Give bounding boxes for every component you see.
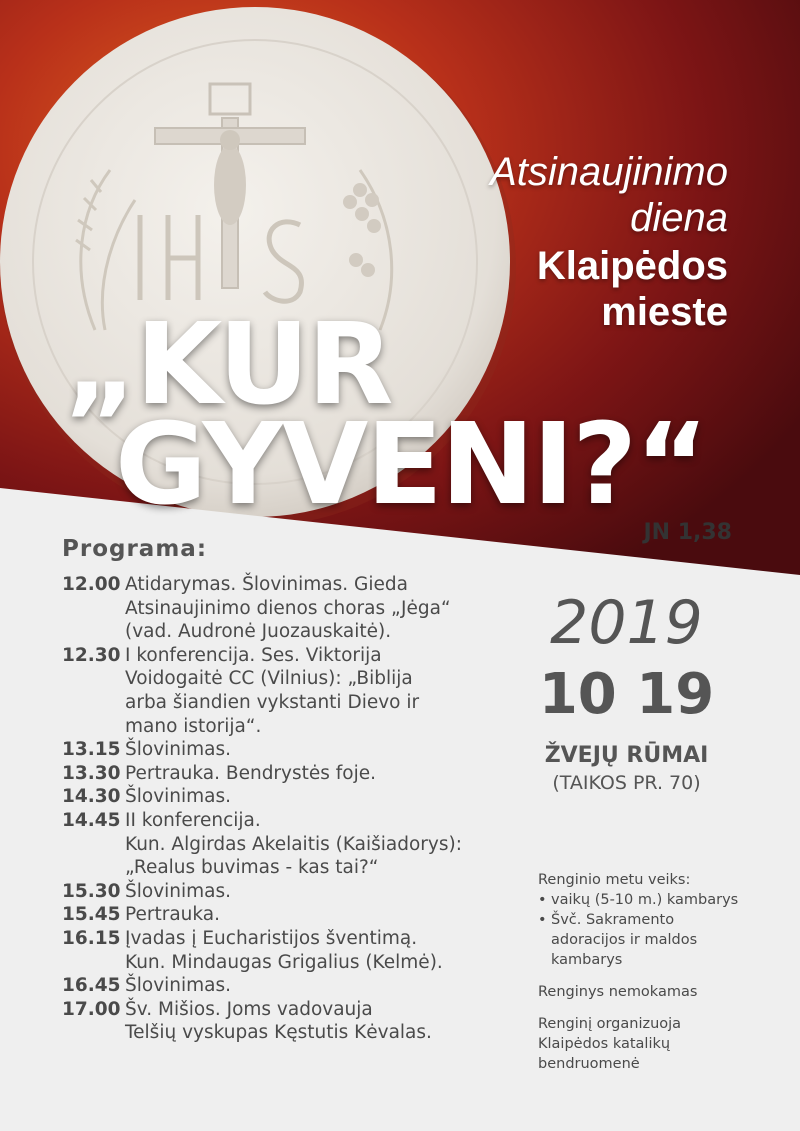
- schedule-row: [62, 880, 532, 904]
- subtitle-line-1: Atsinaujinimo: [490, 150, 728, 194]
- schedule-row: [62, 738, 532, 762]
- schedule-row: [62, 785, 532, 809]
- program-schedule: [62, 573, 532, 1045]
- schedule-description: Atidarymas. Šlovinimas. Gieda Atsinaujinimo dienos choras „Jėga“ (vad. Audronė Juozauskaitė).: [125, 574, 451, 643]
- schedule-description: II konferencija. Kun. Algirdas Akelaitis (Kaišiadorys): „Realus buvimas - kas tai?“: [125, 809, 462, 879]
- subtitle-line-3: Klaipėdos: [536, 244, 728, 288]
- schedule-row: [62, 573, 532, 644]
- features-list: [538, 890, 758, 970]
- schedule-row: [62, 809, 532, 880]
- schedule-row: [62, 974, 532, 998]
- schedule-time: 16.45: [62, 975, 121, 997]
- event-venue: ŽVEJŲ RŪMAI: [544, 743, 709, 768]
- schedule-time: 15.30: [62, 880, 121, 902]
- title-line-1: „KUR: [64, 300, 392, 430]
- schedule-description: Šlovinimas.: [125, 786, 232, 808]
- schedule-time: 14.30: [62, 786, 121, 808]
- schedule-time: 13.15: [62, 739, 121, 761]
- program-heading: Programa:: [62, 536, 208, 562]
- free-entry-note: Renginys nemokamas: [538, 984, 698, 1000]
- schedule-time: 12.00: [62, 574, 121, 595]
- features-title: Renginio metu veiks:: [538, 872, 691, 888]
- schedule-row: [62, 644, 532, 738]
- schedule-description: Šv. Mišios. Joms vadovauja Telšių vyskupas Kęstutis Kėvalas.: [125, 998, 432, 1044]
- event-date: 10 19: [538, 662, 715, 727]
- schedule-time: 17.00: [62, 998, 121, 1020]
- schedule-time: 12.30: [62, 644, 121, 666]
- schedule-row: [62, 927, 532, 974]
- schedule-row: [62, 998, 532, 1045]
- subtitle-line-2: diena: [630, 196, 728, 240]
- schedule-time: 15.45: [62, 904, 121, 926]
- event-address: (TAIKOS PR. 70): [552, 772, 701, 794]
- schedule-row: [62, 762, 532, 786]
- title-line-2: GYVENI?“: [115, 400, 707, 530]
- schedule-description: Šlovinimas.: [125, 975, 232, 997]
- subtitle-line-4: mieste: [601, 290, 728, 334]
- schedule-description: I konferencija. Ses. Viktorija Voidogaitė CC (Vilnius): „Biblija arba šiandien vykstanti Dievo ir mano istorija“.: [125, 644, 420, 737]
- organizer-note: Renginį organizuoja Klaipėdos katalikų bendruomenė: [538, 1016, 682, 1072]
- schedule-time: 13.30: [62, 762, 121, 784]
- schedule-description: Pertrauka.: [125, 904, 221, 926]
- event-year: 2019: [550, 588, 703, 658]
- schedule-description: Šlovinimas.: [125, 739, 232, 761]
- schedule-description: Įvadas į Eucharistijos šventimą. Kun. Mindaugas Grigalius (Kelmė).: [125, 927, 443, 973]
- schedule-description: Pertrauka. Bendrystės foje.: [125, 762, 377, 784]
- schedule-description: Šlovinimas.: [125, 880, 232, 902]
- schedule-time: 14.45: [62, 809, 121, 831]
- event-info: [538, 870, 758, 1086]
- bible-citation: JN 1,38: [643, 520, 732, 545]
- feature-item: • vaikų (5-10 m.) kambarys: [538, 890, 758, 910]
- schedule-row: [62, 903, 532, 927]
- feature-item: • Švč. Sakramento adoracijos ir maldos kambarys: [538, 910, 758, 970]
- schedule-time: 16.15: [62, 927, 121, 949]
